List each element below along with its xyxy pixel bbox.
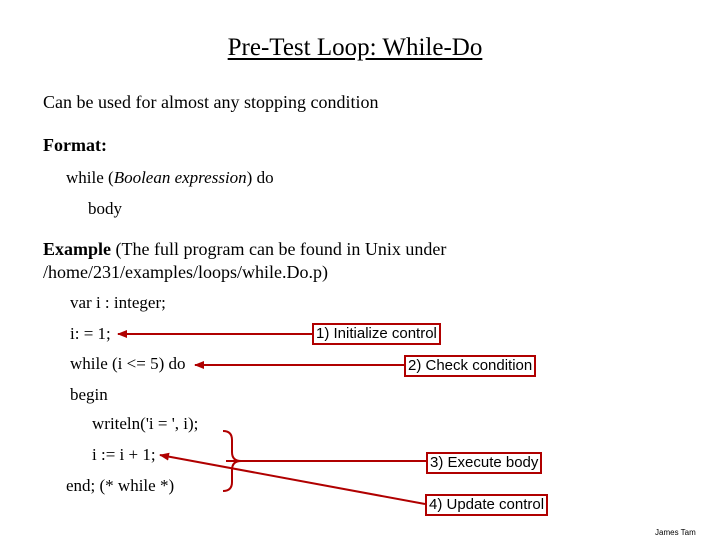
arrow-update — [160, 455, 425, 504]
code-line: i: = 1; — [70, 324, 111, 343]
callout-check-condition: 2) Check condition — [404, 355, 536, 377]
footer-author: James Tam — [655, 528, 696, 537]
example-line-2: /home/231/examples/loops/while.Do.p) — [43, 262, 328, 282]
format-line1-italic: Boolean expression — [113, 168, 247, 187]
code-line: end; (* while *) — [66, 476, 175, 495]
example-text-1: (The full program can be found in Unix under — [111, 239, 447, 259]
format-body-line: body — [88, 199, 122, 218]
code-line: begin — [70, 385, 108, 404]
format-line1-before: while ( — [66, 168, 114, 187]
format-heading: Format: — [43, 135, 107, 155]
code-line: while (i <= 5) do — [70, 354, 186, 373]
callout-update-control: 4) Update control — [425, 494, 548, 516]
code-line: writeln('i = ', i); — [92, 414, 199, 433]
example-heading: Example — [43, 239, 112, 259]
callout-execute-body: 3) Execute body — [426, 452, 542, 474]
callout-initialize-control: 1) Initialize control — [312, 323, 441, 345]
code-line: i := i + 1; — [92, 445, 156, 464]
title-text: Pre-Test Loop: While-Do — [227, 34, 483, 61]
intro-text: Can be used for almost any stopping condition — [43, 92, 379, 112]
format-line1-after: ) do — [246, 168, 274, 187]
code-line: var i : integer; — [70, 293, 166, 312]
